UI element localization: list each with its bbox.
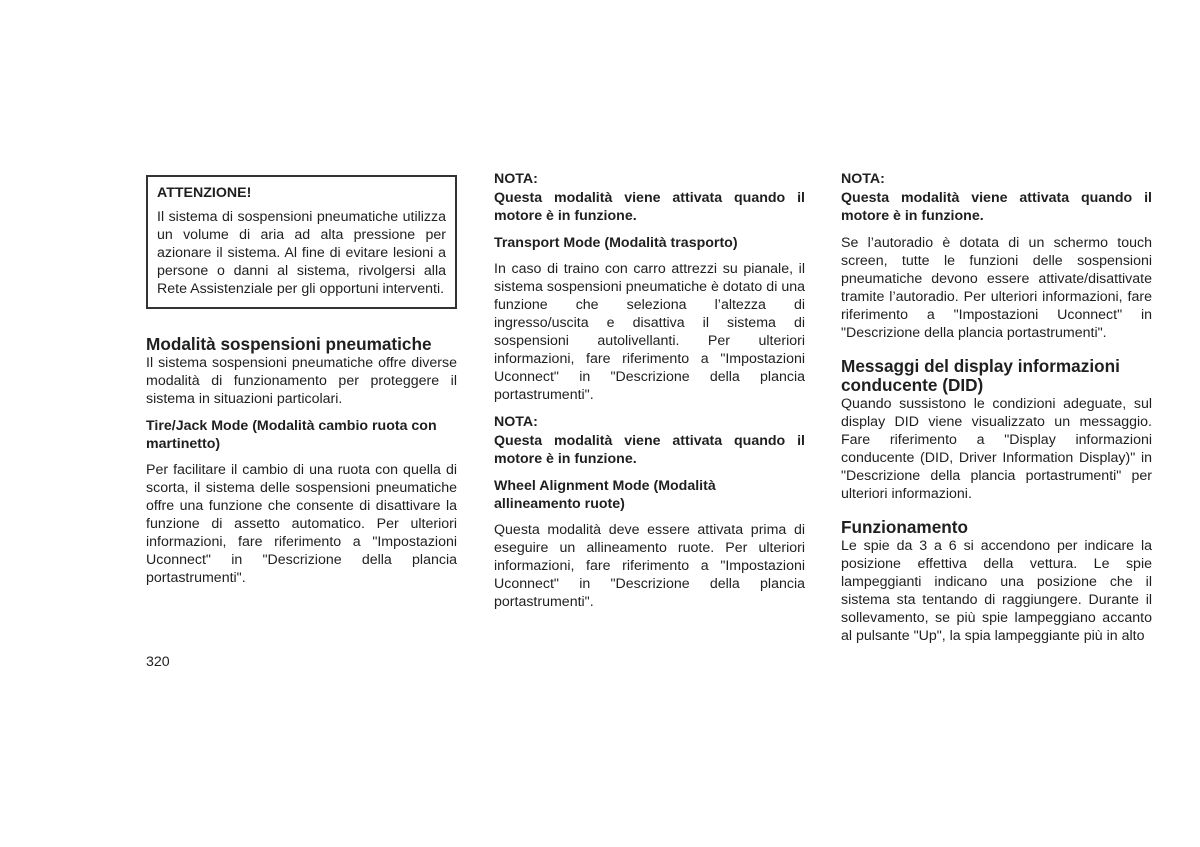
did-messages-text: Quando sussistono le condizioni adeguate, sul display DID viene visualizzato un messaggio. Fare riferimento a "Display informazioni conducente (DID, Driver Information Display)" in "Descrizione della plancia portastrumenti" per ulteriori informazioni. [841, 396, 1152, 502]
section-intro: Il sistema sospensioni pneumatiche offre diverse modalità di funzionamento per proteggere il sistema in situazioni particolari. [146, 355, 457, 407]
warning-box [146, 175, 457, 309]
warning-title: ATTENZIONE! [157, 185, 252, 201]
operation-text: Le spie da 3 a 6 si accendono per indicare la posizione effettiva della vettura. Le spie lampeggianti indicano una posizione che il sistema sta tentando di raggiungere. Durante il sollevamento, se più spie lampeggiano accanto al pulsante "Up", la spia lampeggiante più in alto [841, 538, 1152, 644]
note-text: Questa modalità viene attivata quando il motore è in funzione. [494, 190, 805, 224]
column-right [841, 170, 1152, 645]
tire-jack-mode-title: Tire/Jack Mode (Modalità cambio ruota con martinetto) [146, 418, 437, 452]
page-number: 320 [146, 654, 170, 670]
note-label: NOTA: [494, 171, 538, 187]
transport-mode-title: Transport Mode (Modalità trasporto) [494, 235, 738, 251]
touch-screen-text: Se l’autoradio è dotata di un schermo touch screen, tutte le funzioni delle sospensioni pneumatiche devono essere attivate/disattivate tramite l’autoradio. Per ulteriori informazioni, fare riferimento a "Impostazioni Uconnect" in "Descrizione della plancia portastrumenti". [841, 235, 1152, 341]
note-text: Questa modalità viene attivata quando il motore è in funzione. [841, 190, 1152, 224]
transport-mode-text: In caso di traino con carro attrezzi su pianale, il sistema sospensioni pneumatiche è dotato di una funzione che seleziona l’altezza di ingresso/uscita e disattiva il sistema di sospensioni autolivellanti. Per ulteriori informazioni, fare riferimento a "Impostazioni Uconnect" in "Descrizione della plancia portastrumenti". [494, 261, 805, 403]
section-title-operation: Funzionamento [841, 517, 968, 537]
section-title-air-suspension: Modalità sospensioni pneumatiche [146, 334, 432, 354]
wheel-alignment-mode-text: Questa modalità deve essere attivata prima di eseguire un allineamento ruote. Per ulteriori informazioni, fare riferimento a "Impostazioni Uconnect" in "Descrizione della plancia portastrumenti". [494, 522, 805, 610]
note-label: NOTA: [494, 414, 538, 430]
column-middle [494, 170, 805, 611]
warning-text: Il sistema di sospensioni pneumatiche utilizza un volume di aria ad alta pressione per azionare il sistema. Al fine di evitare lesioni a persone o danni al sistema, rivolgersi alla Rete Assistenziale per gli opportuni interventi. [157, 209, 446, 297]
column-left [146, 170, 457, 587]
section-title-did-messages: Messaggi del display informazioni conducente (DID) [841, 356, 1120, 395]
tire-jack-mode-text: Per facilitare il cambio di una ruota con quella di scorta, il sistema delle sospensioni pneumatiche offre una funzione che consente di disattivare la funzione di assetto automatico. Per ulteriori informazioni, fare riferimento a "Impostazioni Uconnect" in "Descrizione della plancia portastrumenti". [146, 462, 457, 586]
note-label: NOTA: [841, 171, 885, 187]
note-text: Questa modalità viene attivata quando il motore è in funzione. [494, 433, 805, 467]
wheel-alignment-mode-title: Wheel Alignment Mode (Modalità allineamento ruote) [494, 478, 716, 512]
